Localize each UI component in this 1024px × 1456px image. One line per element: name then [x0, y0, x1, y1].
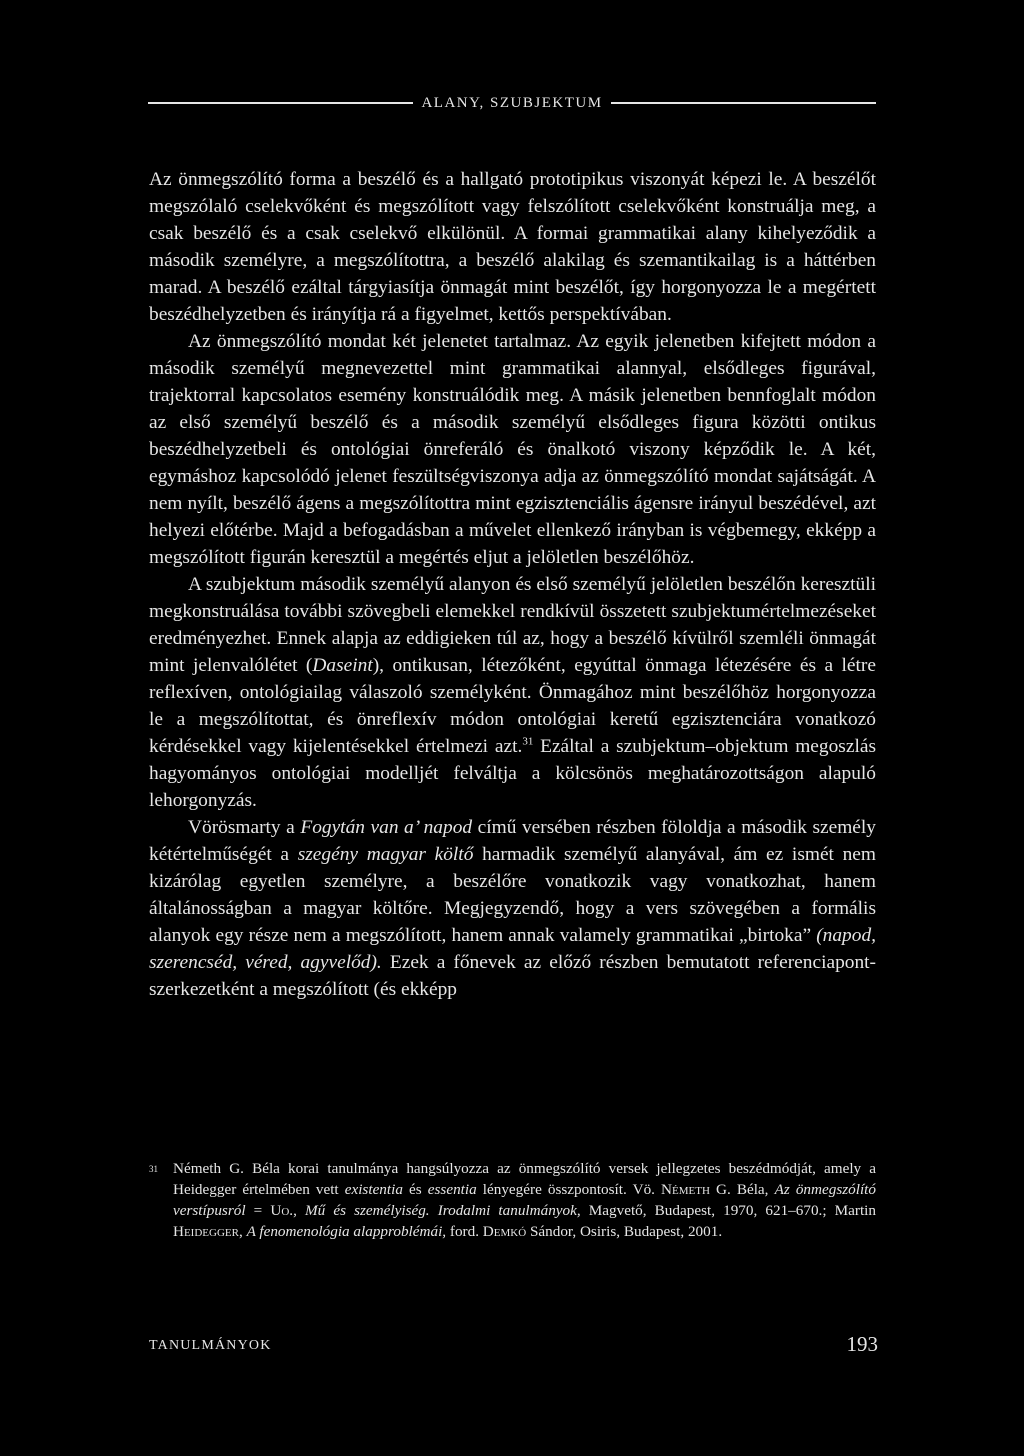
poem-title: Fogytán van a’ napod: [300, 817, 473, 838]
work-title-2: Mű és személyiség. Irodalmi tanulmányok,: [305, 1202, 581, 1219]
running-header: [148, 92, 876, 114]
paragraph-3: [149, 571, 876, 814]
paragraph-3-text-a: A szubjektum második személyű alanyon és első személyű jelöletlen beszélőn keresztüli megkonstruálása további szövegbeli elemekkel rendkívül összetett szubjektumértelmezéseket eredményezhet. Ennek alapja az eddigieken túl az, hogy a beszélő kívülről szemléli önmagát mint jelenvalólétet (: [149, 574, 876, 676]
author-heidegger: Heidegger: [173, 1223, 239, 1240]
abbrev-uo: Uo.: [270, 1202, 294, 1219]
quoted-phrase: szegény magyar költő: [297, 844, 474, 865]
paragraph-4-text-c: harmadik személyű alanyával, ám ez ismét nem kizárólag egyetlen személyre, a beszélőre vonatkozik vagy vonatkozhat, hanem általánosságban a magyar költőre. Megjegyzendő, hogy a vers szövegében a formális alanyok egy része nem a megszólított, hanem annak valamely grammatikai „birtoka”: [149, 844, 876, 946]
footnote-text-b: és: [402, 1181, 428, 1198]
header-rule-right: [611, 102, 876, 104]
paragraph-4-text-a: Vörösmarty a: [188, 817, 301, 838]
author-demko: Demkó: [482, 1223, 527, 1240]
term-essentia: essentia: [427, 1181, 477, 1198]
footer-section: TANULMÁNYOK: [149, 1338, 272, 1353]
footnote-text-h: ,: [238, 1223, 247, 1240]
paragraph-4-text-d: Ezek a főnevek az előző részben bemutatott referenciapont-szerkezetként a megszólított (és ekképp: [149, 952, 877, 1000]
author-nemeth: Németh: [661, 1181, 710, 1198]
footnote-number: 31: [149, 1164, 158, 1174]
paragraph-4: [149, 814, 876, 1003]
paragraph-1: Az önmegszólító forma a beszélő és a hallgató prototipikus viszonyát képezi le. A beszélőt megszólaló cselekvőként és megszólított vagy felszólított cselekvőként konstruálja meg, a csak beszélő és a csak cselekvő elkülönül. A formai grammatikai alany kihelyeződik a második személyre, a megszólítottra, a beszélő alakilag és szemantikailag is a háttérben marad. A beszélő ezáltal tárgyiasítja önmagát mint beszélőt, így horgonyozza le a megértett beszédhelyzetben és irányítja rá a figyelmet, kettős perspektívában.: [149, 169, 876, 325]
paragraph-2: Az önmegszólító mondat két jelenetet tartalmaz. Az egyik jelenetben kifejtett módon a második személyű megnevezettel mint grammatikai alannyal, elsődleges figurával, trajektorral kapcsolatos esemény konstruálódik meg. A másik jelenetben bennfoglalt módon az első személyű beszélő és a második személyű elsődleges figura közötti ontikus beszédhelyzetbeli és ontológiai önreferáló és önalkotó viszony képződik le. A két, egymáshoz kapcsolódó jelenet feszültségviszonya adja az önmegszólító mondat sajátságát. A nem nyílt, beszélő ágens a megszólítottra mint egzisztenciális ágensre irányul beszédével, azt helyezi előtérbe. Majd a befogadásban a művelet ellenkező irányban is végbemegy, ekképp a megszólított figurán keresztül a megértés eljut a jelöletlen beszélőhöz.: [149, 331, 876, 568]
possession-list: (napod, szerencséd, véred, agyvelőd).: [149, 925, 876, 973]
paragraph-3-text-b: ), ontikusan, létezőként, egyúttal önmaga létezésére és a létre reflexíven, ontológiailag válaszoló személyként. Önmagához mint beszélőhöz horgonyozza le a megszólítottat, és önreflexív módon ontológiai keretű egzisztenciára vonatkozó kérdésekkel vagy kijelentésekkel értelmezi azt.: [149, 655, 876, 757]
footnote-text-f: ,: [293, 1202, 305, 1219]
footnote-text-i: ford.: [446, 1223, 483, 1240]
header-title: ALANY, SZUBJEKTUM: [421, 94, 603, 111]
work-title-1: Az önmegszólító verstípusról: [173, 1181, 876, 1219]
header-rule-left: [148, 102, 413, 104]
footnote: [149, 1158, 876, 1242]
main-text: [149, 166, 876, 1003]
work-title-3: A fenomenológia alapproblémái,: [246, 1223, 447, 1240]
footnote-text-d: G. Béla,: [709, 1181, 775, 1198]
footnote-text-e: =: [245, 1202, 271, 1219]
page-number: 193: [846, 1332, 878, 1356]
footnote-text-c: lényegére összpontosít. Vö.: [476, 1181, 662, 1198]
term-existentia: existentia: [344, 1181, 403, 1198]
term-dasein: Daseint: [312, 655, 373, 676]
footnote-reference: 31: [522, 735, 534, 748]
footnote-text-g: Magvető, Budapest, 1970, 621–670.; Martin: [580, 1202, 876, 1219]
paragraph-4-text-b: című versében részben föloldja a második személy kétértelműségét a: [149, 817, 876, 865]
footnote-text: [173, 1158, 876, 1242]
footnote-text-a: Németh G. Béla korai tanulmánya hangsúlyozza az önmegszólító versek jellegzetes beszédmódját, amely a Heidegger értelmében vett: [173, 1160, 876, 1198]
paragraph-3-text-c: Ezáltal a szubjektum–objektum megoszlás hagyományos ontológiai modelljét felváltja a kölcsönös meghatározottságon alapuló lehorgonyzás.: [149, 736, 876, 811]
footnote-text-j: Sándor, Osiris, Budapest, 2001.: [526, 1223, 723, 1240]
